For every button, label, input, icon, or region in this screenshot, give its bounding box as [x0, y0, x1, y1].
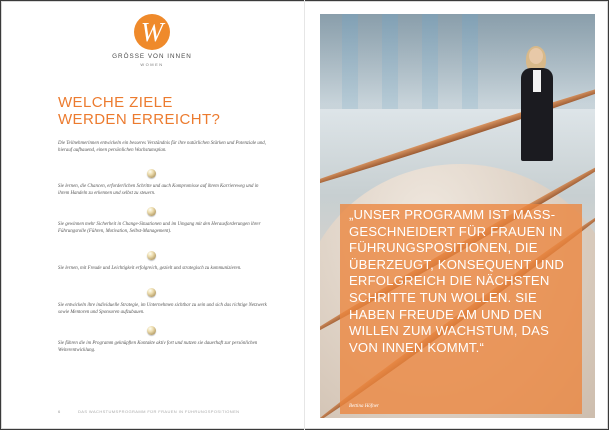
quote-line: SCHRITTE TUN WOLLEN. SIE	[349, 289, 537, 305]
page-heading	[58, 94, 288, 128]
pearl-bullet-icon	[147, 288, 156, 297]
goal-item: Sie entwickeln ihre individuelle Strategie, im Unternehmen sichtbar zu sein und sich das richtige Netzwerk sowie Mentoren und Sponsoren aufzubauen.	[58, 303, 267, 315]
pearl-bullet-icon	[147, 207, 156, 216]
photo-woman-figure	[513, 46, 563, 161]
photo-woman-shirt	[533, 70, 541, 92]
quote-author: Bettina Höfner	[349, 404, 379, 409]
logo-letter: W	[140, 17, 164, 47]
brand-subtitle: WOMEN	[140, 62, 164, 67]
goal-item: Die Teilnehmerinnen entwickeln ein besseres Verständnis für ihre natürlichen Stärken und Potenziale und, hierauf aufbauend, einen persönlichen Wachstumsplan.	[58, 141, 266, 153]
photo-window-pane	[422, 14, 438, 109]
quote-line: VON INNEN KOMMT.“	[349, 339, 485, 355]
quote-line: ÜBERZEUGT, KONSEQUENT UND	[349, 256, 565, 272]
pearl-bullet-icon	[147, 251, 156, 260]
quote-line: „UNSER PROGRAMM IST MASS-	[349, 207, 556, 222]
goal-item: Sie führen die im Programm geknüpften Kontakte aktiv fort und nutzen sie dauerhaft zur persönlichen Weiterentwicklung.	[58, 341, 258, 353]
heading-line: WELCHE ZIELE	[58, 94, 173, 111]
spread-divider	[304, 0, 305, 430]
brand-name: GRÖSSE VON INNEN	[112, 53, 192, 60]
running-footer: DAS WACHSTUMSPROGRAMM FÜR FRAUEN IN FÜHRUNGSPOSITIONEN	[78, 409, 240, 414]
brand-logo	[134, 14, 170, 50]
photo-window-pane	[462, 14, 478, 109]
pull-quote	[349, 207, 581, 356]
pearl-bullet-icon	[147, 169, 156, 178]
goal-item: Sie lernen, die Chancen, erforderlichen Schritte und auch Kompromisse auf ihrem Karriereweg und in ihrem Handeln zu erkennen und selbst zu steuern.	[58, 184, 259, 196]
goal-item: Sie gewinnen mehr Sicherheit in Change-Situationen und im Umgang mit den Herausforderungen ihrer Führungsrolle (Führen, Motivation, Selbst-Management).	[58, 222, 261, 234]
heading-line: WERDEN ERREICHT?	[58, 111, 221, 128]
quote-line: ERFOLGREICH DIE NÄCHSTEN	[349, 273, 550, 289]
quote-line: FÜHRUNGSPOSITIONEN, DIE	[349, 240, 538, 256]
page-number: 6	[58, 409, 61, 414]
pearl-bullet-icon	[147, 326, 156, 335]
quote-line: WILLEN ZUM WACHSTUM, DAS	[349, 323, 549, 339]
photo-window-pane	[342, 14, 358, 109]
photo-woman-head	[529, 48, 543, 64]
photo-window-pane	[382, 14, 398, 109]
goal-item: Sie lernen, mit Freude und Leichtigkeit erfolgreich, gezielt und strategisch zu kommunizieren.	[58, 266, 242, 271]
quote-line: HABEN FREUDE AM UND DEN	[349, 306, 543, 322]
quote-line: GESCHNEIDERT FÜR FRAUEN IN	[349, 223, 563, 239]
